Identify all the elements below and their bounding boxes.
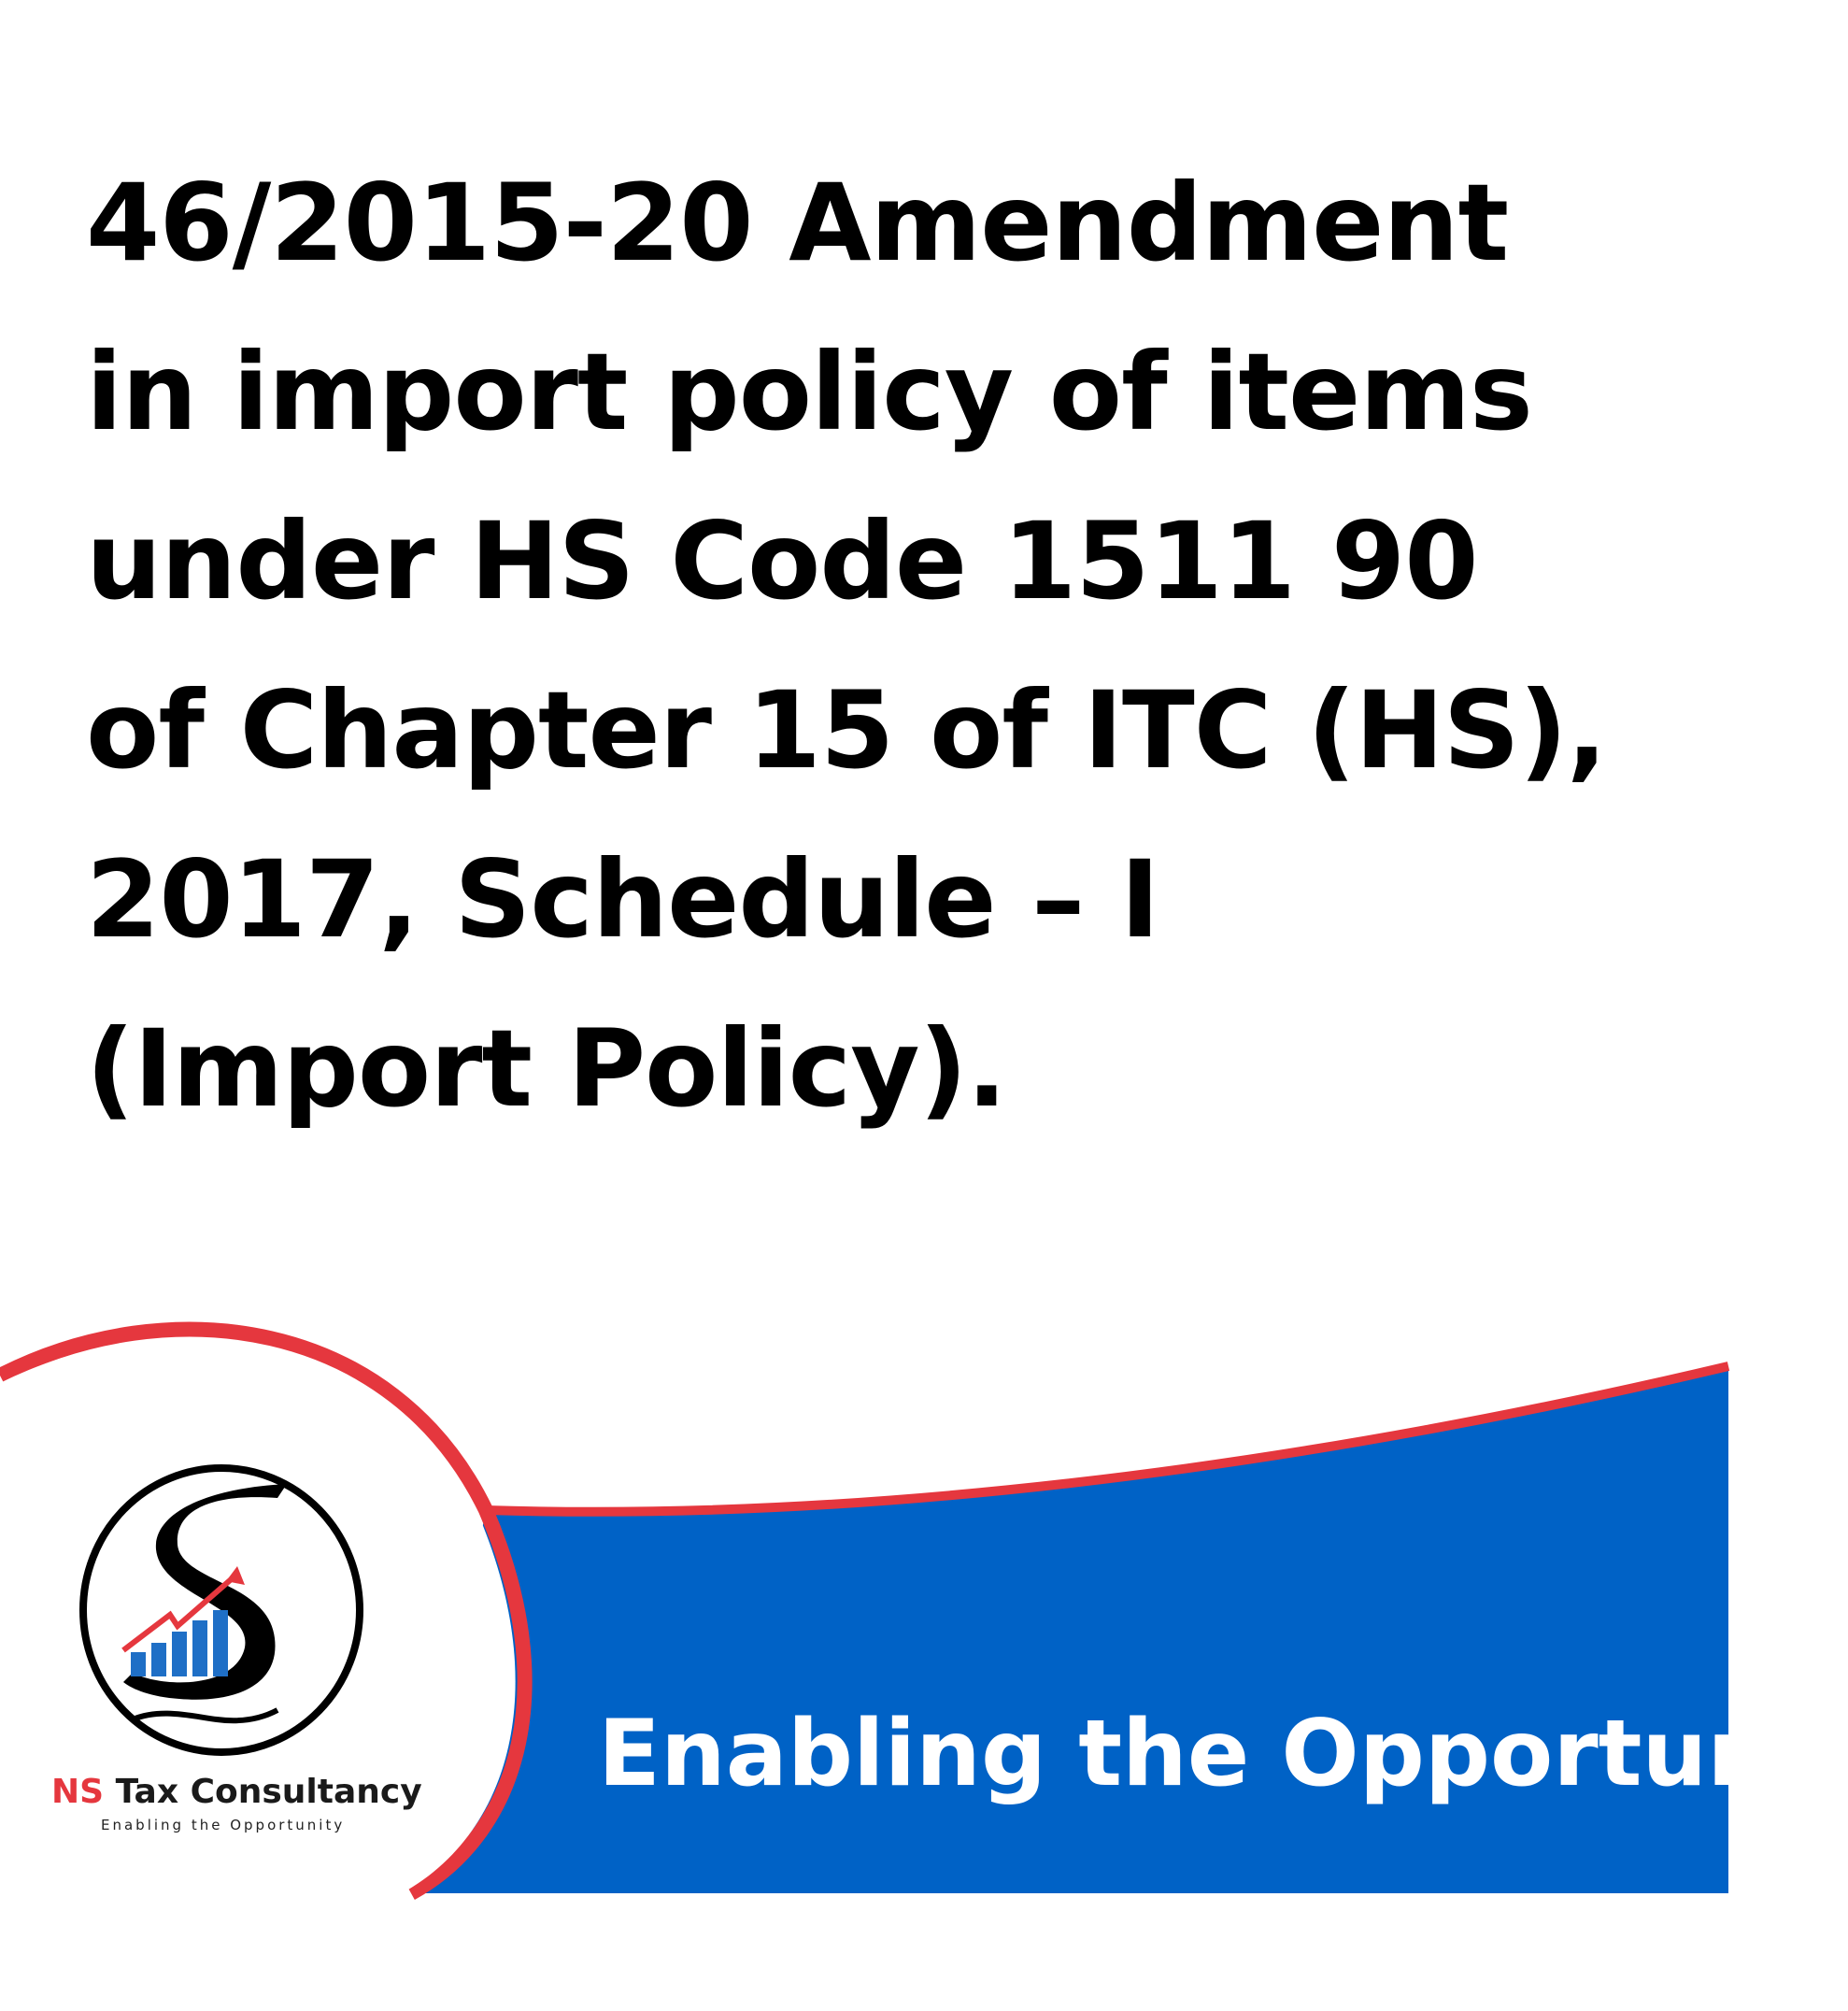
- s-letter-bar-chart-handshake-icon: [77, 1465, 376, 1764]
- headline-line-1: 46/2015-20 Amendment: [86, 161, 1509, 285]
- brand-tagline: Enabling the Opportunity: [101, 1817, 346, 1833]
- brand-name: [51, 1771, 422, 1814]
- brand-rest: Tax Consultancy: [115, 1773, 422, 1811]
- headline-line-5: 2017, Schedule – I: [86, 837, 1159, 962]
- headline-line-4: of Chapter 15 of ITC (HS),: [86, 668, 1607, 792]
- headline-line-2: in import policy of items: [86, 330, 1532, 454]
- headline-line-3: under HS Code 1511 90: [86, 499, 1478, 623]
- headline-line-6: (Import Policy).: [86, 1006, 1006, 1131]
- footer-banner: [0, 1308, 1848, 2011]
- headline: [86, 138, 1730, 1153]
- brand-prefix: NS: [51, 1773, 105, 1811]
- banner-tagline: Enabling the Opportunit: [598, 1701, 1848, 1807]
